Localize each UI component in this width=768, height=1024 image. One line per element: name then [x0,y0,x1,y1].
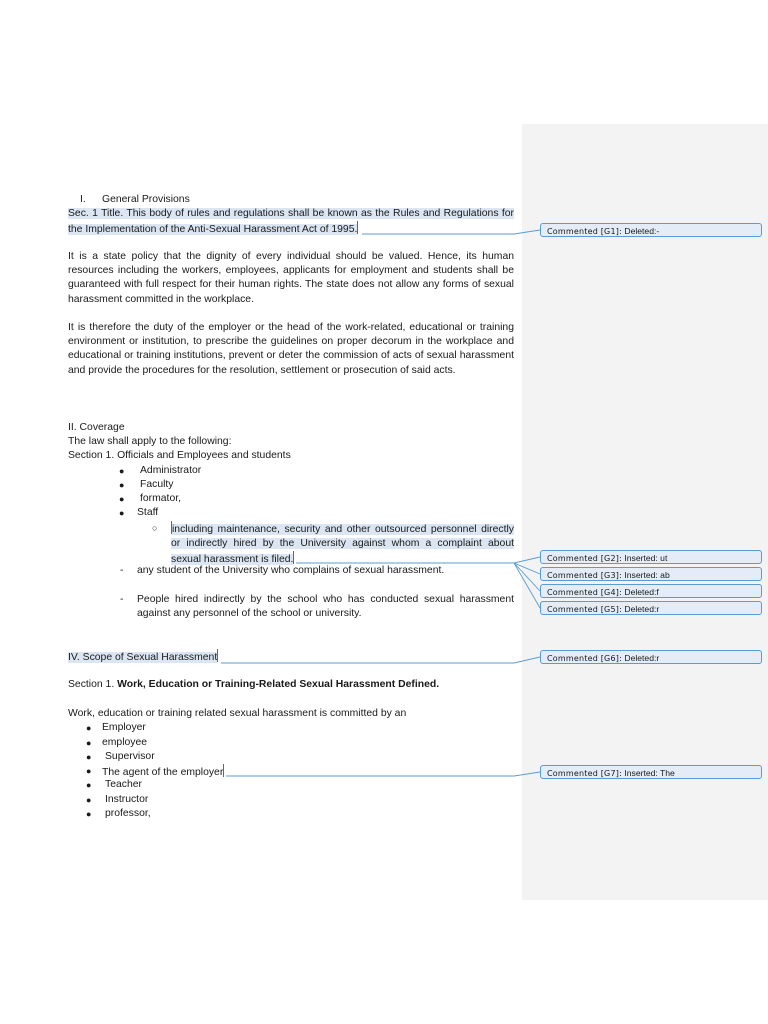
comment-g7-label: Commented [G7]: [547,769,622,778]
comment-g7-text: Inserted: The [624,768,675,778]
comment-g6-label: Commented [G6]: [547,654,622,663]
comment-anchor-g1 [357,221,358,234]
scope-intro: Work, education or training related sexual harassment is committed by an [68,708,407,719]
comment-g4-label: Commented [G4]: [547,588,622,597]
coverage-intro: The law shall apply to the following: [68,436,232,447]
comment-g2[interactable] [540,550,762,564]
dash-item-student[interactable]: any student of the University who complains of sexual harassment. [137,565,445,576]
scope-item-employee: employee [102,737,148,748]
scope-section-title: Work, Education or Training-Related Sexual Harassment Defined. [117,679,440,690]
general-provisions-heading: General Provisions [102,194,190,205]
coverage-item-formator: formator, [140,493,181,504]
comment-g5-text: Deleted:r [624,604,660,614]
scope-heading-text: IV. Scope of Sexual Harassment [68,652,218,663]
comment-g5[interactable] [540,601,762,615]
title-paragraph[interactable] [68,207,514,237]
comment-margin-pane [522,124,768,900]
bullet-icon: ● [86,795,92,805]
coverage-sub-item-text: including maintenance, security and other outsourced personnel directly or indirectly hired by the University against whom a complaint about sexual harassment is filed. [171,524,514,566]
comment-g1-text: Deleted:- [624,226,660,236]
comment-anchor-g6 [217,649,218,662]
scope-heading[interactable] [68,649,218,665]
comment-g4-text: Deleted:f [624,587,659,597]
policy-paragraph[interactable]: It is a state policy that the dignity of every individual should be valued. Hence, its human resources including the workers, employees, applicants for employment and students shall be guaranteed with full respect for their human rights. The state does not allow any forms of sexual harassment committed in the workplace. [68,251,514,305]
scope-item-instructor: Instructor [105,794,149,805]
bullet-icon: ● [119,466,125,476]
connector-g6 [221,657,540,663]
scope-item-supervisor: Supervisor [105,751,155,762]
scope-section [68,678,439,692]
comment-g2-text: Inserted: ut [624,553,668,563]
bullet-icon: ● [86,723,92,733]
scope-item-employer: Employer [102,722,146,733]
coverage-item-staff: Staff [137,507,159,518]
scope-item-professor: professor, [105,808,151,819]
comment-g4[interactable] [540,584,762,598]
scope-section-prefix: Section 1. [68,679,115,690]
bullet-icon: ● [86,766,92,776]
comment-g2-label: Commented [G2]: [547,554,622,563]
general-provisions-numeral: I. [80,194,86,205]
duty-paragraph[interactable]: It is therefore the duty of the employer or the head of the work-related, educational or training environment or institution, to prescribe the guidelines on proper decorum in the workplace and educational or training institutions, prevent or deter the commission of acts of sexual harassment and provide the procedures for the resolution, settlement or prosecution of said acts. [68,322,514,376]
comment-g3-text: Inserted: ab [624,570,670,580]
hollow-bullet-icon: ○ [152,523,158,533]
comment-anchor-g3 [293,551,294,564]
coverage-item-faculty: Faculty [140,479,174,490]
coverage-item-administrator: Administrator [140,465,202,476]
dash-icon: - [120,565,124,576]
bullet-icon: ● [119,508,125,518]
comment-g3[interactable] [540,567,762,581]
bullet-icon: ● [86,738,92,748]
dash-item-people-hired[interactable]: People hired indirectly by the school who has conducted sexual harassment against any personnel of the school or university. [137,594,514,620]
coverage-heading: II. Coverage [68,422,125,433]
bullet-icon: ● [86,809,92,819]
scope-item-teacher: Teacher [105,779,142,790]
comment-g1[interactable] [540,223,762,237]
comment-g5-label: Commented [G5]: [547,605,622,614]
dash-icon: - [120,594,124,605]
bullet-icon: ● [86,780,92,790]
bullet-icon: ● [119,494,125,504]
comment-g6[interactable] [540,650,762,664]
comment-g7[interactable] [540,765,762,779]
coverage-section: Section 1. Officials and Employees and students [68,450,291,461]
bullet-icon: ● [86,752,92,762]
comment-anchor-g7 [223,764,224,777]
comment-g6-text: Deleted:r [624,653,660,663]
comment-g1-label: Commented [G1]: [547,227,622,236]
scope-item-agent-text: The agent of the employer [102,767,224,778]
connector-g7 [226,772,540,776]
bullet-icon: ● [119,480,125,490]
coverage-sub-item[interactable] [171,521,514,568]
title-paragraph-text: Sec. 1 Title. This body of rules and regulations shall be known as the Rules and Regulations for the Implementation of the Anti-Sexual Harassment Act of 1995. [68,208,514,236]
comment-g3-label: Commented [G3]: [547,571,622,580]
